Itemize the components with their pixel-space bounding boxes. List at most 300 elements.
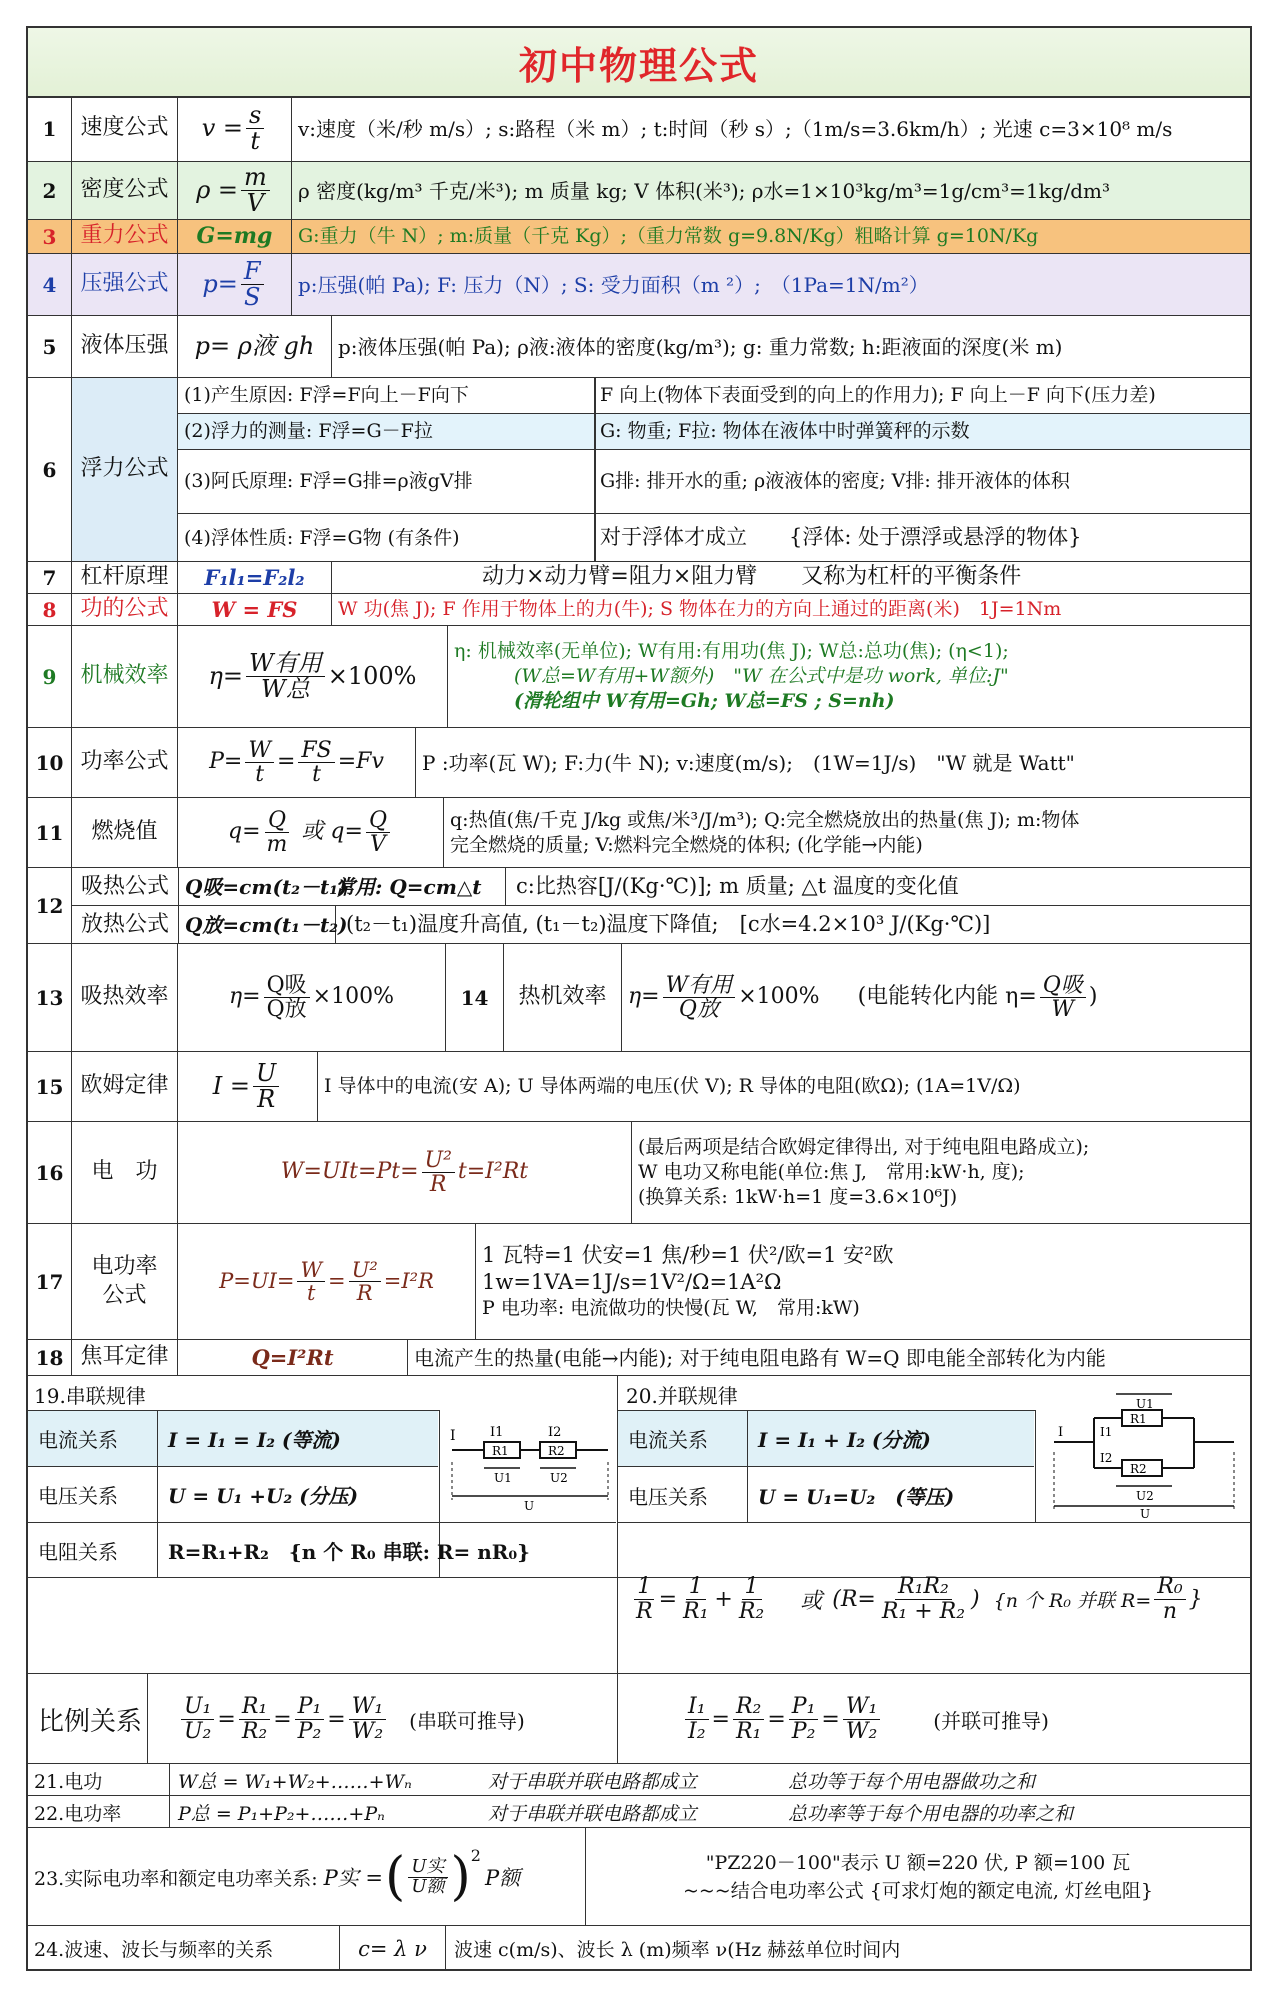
parallel-voltage-row (618, 1467, 1034, 1523)
fraction (246, 100, 264, 155)
row-name: 浮力公式 (72, 378, 178, 561)
fraction (297, 1259, 325, 1304)
row-name: 放热公式 (72, 906, 179, 943)
denominator: t (250, 127, 260, 155)
fraction (663, 974, 736, 1021)
diagram-label: I (1058, 1425, 1064, 1440)
parallel-ratio: $\frac{\text{I₁}}{\text{I₂}}$ = $\frac{\text{R₂}}{\text{R₁}}$ = $\frac{\text{P₁}}{\text{P₂}}$ = $\frac{\text{W₁}}{\text{W₂}}$ (并联可推导) (618, 1674, 1280, 1764)
row-4 (28, 254, 1250, 316)
note: (电能转化内能 η= (857, 984, 1037, 1010)
formula (622, 944, 1250, 1051)
formula: Q放=cm(t₁－t₂) (179, 906, 336, 943)
row-number: 4 (28, 254, 72, 315)
fraction (264, 809, 291, 856)
description: 动力×动力臂=阻力×阻力臂 又称为杠杆的平衡条件 (482, 564, 1022, 590)
denominator: U₂ (184, 1718, 212, 1744)
formula-tail: ×100% (738, 984, 820, 1010)
fraction (633, 1575, 656, 1622)
denominator: R₂ (241, 1718, 268, 1744)
row-number: 9 (28, 626, 72, 727)
formula (178, 254, 292, 315)
description (632, 1122, 1250, 1223)
formula-lhs: P=UI= (219, 1268, 295, 1293)
formula (178, 162, 292, 219)
diagram-label: R2 (548, 1444, 565, 1458)
row-1 (28, 96, 1250, 162)
denominator: P₂ (297, 1718, 322, 1744)
row-24 (28, 1926, 1250, 1971)
diagram-label: U2 (1136, 1489, 1154, 1503)
numerator: W₁ (349, 1695, 386, 1719)
fraction (298, 739, 334, 786)
series-ratio-note: (串联可推导) (409, 1708, 525, 1733)
description: c:比热容[J/(Kg·℃)]; m 质量; △t 温度的变化值 (516, 873, 959, 898)
row-16 (28, 1122, 1250, 1224)
parallel-current-row (618, 1411, 1034, 1467)
formula-tail: P额 (484, 1866, 521, 1890)
series-circuit-diagram (444, 1410, 614, 1520)
diagram-label: I (450, 1428, 456, 1444)
denominator: n (1162, 1598, 1178, 1624)
denominator: U额 (411, 1875, 445, 1897)
description: P :功率(瓦 W); F:力(牛 N); v:速度(m/s); (1W=1J/s) "W 就是 Watt" (422, 750, 1075, 775)
description: 电流产生的热量(电能→内能); 对于纯电阻电路有 W=Q 即电能全部转化为内能 (414, 1345, 1106, 1370)
fraction (1154, 1575, 1185, 1622)
divider (594, 378, 596, 561)
row-name: 液体压强 (72, 316, 178, 377)
series-resistance-row (28, 1522, 616, 1578)
numerator: 1 (634, 1575, 654, 1599)
numerator: 1 (742, 1575, 762, 1599)
row-number: 8 (28, 594, 72, 625)
numerator: R₂ (733, 1695, 764, 1719)
formula-tail: t=I²Rt (457, 1159, 529, 1185)
row-name-line: 电功率 (91, 1253, 158, 1279)
row-3 (28, 220, 1250, 254)
description (444, 798, 1250, 867)
sub-description: 对于浮体才成立 {浮体: 处于漂浮或悬浮的物体} (600, 525, 1082, 550)
row-name: 吸热公式 (72, 868, 179, 906)
row-10 (28, 728, 1250, 798)
denominator: R (636, 1598, 653, 1624)
denominator: S (244, 283, 261, 311)
fraction (733, 1695, 764, 1742)
numerator: m (241, 165, 270, 191)
formula-tail: ×100% (312, 984, 394, 1010)
denominator: R₁ + R₂ (881, 1598, 966, 1624)
formula-lhs: v = (201, 113, 243, 142)
fraction (408, 1855, 447, 1897)
res-close: ) (971, 1586, 980, 1612)
row-number: 5 (28, 316, 72, 377)
formula (178, 728, 416, 797)
diagram-label: R1 (492, 1444, 509, 1458)
description-line: q:热值(焦/千克 J/kg 或焦/米³/J/m³); Q:完全燃烧放出的热量(焦 J); m:物体 (450, 808, 1080, 831)
row-23 (28, 1828, 1250, 1926)
numerator: W有用 (663, 974, 736, 998)
row-name: 密度公式 (72, 162, 178, 219)
row-number: 12 (28, 868, 72, 943)
formula-lhs: p= (202, 269, 238, 298)
formula (178, 626, 448, 727)
row-number: 15 (28, 1052, 72, 1121)
formula-eq: = (276, 749, 296, 775)
voltage-formula: U = U₁ +U₂ (分压) (168, 1484, 359, 1508)
current-label: 电流关系 (28, 1411, 158, 1466)
formula-lhs: W=UIt=Pt= (280, 1159, 419, 1185)
description-line: (换算关系: 1kW·h=1 度=3.6×10⁶J) (638, 1185, 958, 1208)
numerator: R₁ (239, 1695, 270, 1719)
math-op: + (714, 1586, 733, 1612)
description-line: "PZ220－100"表示 U 额=220 伏, P 额=100 瓦 (705, 1851, 1131, 1874)
denominator: Q放 (266, 997, 307, 1022)
sub-description: G排: 排开水的重; ρ液液体的密度; V排: 排开液体的体积 (600, 470, 1070, 493)
note: 对于串联并联电路都成立 (488, 1802, 698, 1825)
numerator: F (241, 259, 264, 285)
denominator: R₂ (738, 1598, 765, 1624)
buoyancy-sub-1 (178, 378, 1250, 414)
numerator: W (245, 739, 274, 763)
denominator: V (370, 832, 386, 857)
denominator: R₁ (735, 1718, 762, 1744)
formula-lhs: I = (212, 1071, 250, 1100)
numerator: Q (366, 809, 390, 833)
row-15 (28, 1052, 1250, 1122)
paren-close: ) (450, 1847, 471, 1907)
denominator: t (307, 1281, 316, 1305)
formula-sheet (26, 26, 1252, 1971)
fraction (685, 1695, 709, 1742)
series-resistance-extend (28, 1578, 618, 1674)
row-2 (28, 162, 1250, 220)
formula-lhs: ρ = (196, 175, 239, 204)
formula: W = FS (178, 594, 332, 625)
row-7 (28, 562, 1250, 594)
row-name: 欧姆定律 (72, 1052, 178, 1121)
numerator: P₁ (295, 1695, 325, 1719)
fraction (879, 1575, 968, 1622)
fraction (253, 1058, 279, 1113)
numerator: U实 (408, 1858, 447, 1878)
denominator: R (257, 1085, 276, 1113)
formula-lhs: P= (209, 749, 243, 775)
row-label: 22.电功率 (28, 1796, 170, 1828)
math-op: = (658, 1586, 678, 1612)
row-13-14 (28, 944, 1250, 1052)
description-line: (W总=W有用+W额外) "W 在公式中是功 work, 单位:J" (514, 665, 1009, 688)
fraction (239, 1695, 270, 1742)
denominator: R (429, 1172, 447, 1197)
description: G:重力（牛 N）; m:质量（千克 Kg）;（重力常数 g=9.8N/Kg）粗略计算 g=10N/Kg (298, 225, 1039, 248)
formula: p= ρ液 gh (178, 316, 332, 377)
numerator: U₁ (181, 1695, 214, 1719)
row-17 (28, 1224, 1250, 1340)
diagram-label: I1 (1100, 1425, 1113, 1439)
paren-open: ( (385, 1847, 406, 1907)
denominator: m (266, 832, 288, 857)
formula: G=mg (178, 220, 292, 253)
exponent: 2 (470, 1846, 481, 1865)
diagram-label: R2 (1130, 1462, 1147, 1476)
parallel-circuit-diagram (1044, 1382, 1244, 1520)
formula: P总 = P₁+P₂+……+Pₙ (178, 1802, 385, 1825)
series-current-row (28, 1411, 438, 1467)
row-name: 速度公式 (72, 96, 178, 161)
numerator: W₁ (843, 1695, 880, 1719)
diagram-label: U1 (1136, 1397, 1154, 1411)
diagram-label: U (524, 1499, 535, 1513)
description (476, 1224, 1250, 1339)
row-5 (28, 316, 1250, 378)
denominator: V (246, 189, 265, 217)
description-line: (最后两项是结合欧姆定律得出, 对于纯电阻电路成立); (638, 1136, 1090, 1159)
series-voltage-row (28, 1467, 438, 1523)
description: I 导体中的电流(安 A); U 导体两端的电压(伏 V); R 导体的电阻(欧Ω); (1A=1V/Ω) (324, 1075, 1021, 1098)
formula-common: 常用: Q=cm△t (335, 868, 506, 906)
denominator: I₂ (688, 1718, 706, 1744)
diagram-label: I2 (548, 1425, 562, 1440)
row-12 (28, 868, 1250, 944)
sub-formula: (2)浮力的测量: F浮=G－F拉 (184, 420, 433, 443)
resistance-formula-section (28, 1574, 1250, 1674)
row-number: 11 (28, 798, 72, 867)
row-name: 焦耳定律 (72, 1340, 178, 1375)
note: 总功等于每个用电器做功之和 (788, 1770, 1036, 1793)
formula (178, 1224, 476, 1339)
description: ρ 密度(kg/m³ 千克/米³); m 质量 kg; V 体积(米³); ρ水=1×10³kg/m³=1g/cm³=1kg/dm³ (298, 178, 1111, 203)
fraction (349, 1259, 381, 1304)
formula-eq: = (328, 1268, 346, 1293)
numerator: W (297, 1259, 325, 1282)
row-number: 13 (28, 944, 72, 1051)
denominator: W总 (261, 675, 310, 703)
parallel-table (618, 1410, 1036, 1522)
formula (178, 96, 292, 161)
formula-tail: =I²R (383, 1268, 434, 1293)
diagram-label: U (1140, 1507, 1151, 1520)
denominator: t (312, 762, 321, 787)
fraction (736, 1575, 767, 1622)
row-name: 燃烧值 (72, 798, 178, 867)
row-number: 2 (28, 162, 72, 219)
description: (t₂－t₁)温度升高值, (t₁－t₂)温度下降值; [c水=4.2×10³ J/(Kg·℃)] (346, 912, 991, 937)
current-formula: I = I₁ = I₂ (等流) (168, 1428, 341, 1452)
series-block (28, 1376, 618, 1578)
fraction (349, 1695, 386, 1742)
diagram-label: U2 (550, 1471, 568, 1485)
fraction (245, 739, 274, 786)
row-name: 压强公式 (72, 254, 178, 315)
voltage-label: 电压关系 (618, 1467, 748, 1523)
ratio-section (28, 1674, 1250, 1764)
fraction (264, 974, 310, 1021)
description-line: W 电功又称电能(单位:焦 J, 常用:kW·h, 度); (638, 1161, 1025, 1184)
row-name: 重力公式 (72, 220, 178, 253)
row-number: 14 (446, 944, 504, 1051)
description-line: (滑轮组中 W有用=Gh; W总=FS ; S=nh) (514, 689, 895, 712)
res-n-close: } (1188, 1586, 1203, 1612)
numerator: U² (422, 1149, 455, 1173)
row-21 (28, 1764, 1250, 1796)
parallel-ratio-note: (并联可推导) (933, 1708, 1049, 1733)
series-ratio: $\frac{\text{U₁}}{\text{U₂}}$ = $\frac{\text{R₁}}{\text{R₂}}$ = $\frac{\text{P₁}}{\text{P₂}}$ = $\frac{\text{W₁}}{\text{W₂}}$ (串联可推导) (148, 1674, 618, 1764)
sub-description: F 向上(物体下表面受到的向上的作用力); F 向上－F 向下(压力差) (600, 384, 1156, 407)
parallel-resistance-formula (618, 1524, 1262, 1674)
page-title: 初中物理公式 (518, 43, 759, 88)
numerator: 1 (686, 1575, 706, 1599)
resistance-formula: R=R₁+R₂ {n 个 R₀ 串联: R= nR₀} (168, 1540, 531, 1564)
fraction (246, 648, 325, 703)
denominator: W₂ (845, 1718, 878, 1744)
voltage-label: 电压关系 (28, 1467, 158, 1522)
row-number: 17 (28, 1224, 72, 1339)
row-number: 7 (28, 562, 72, 593)
row-18 (28, 1340, 1250, 1376)
fraction (843, 1695, 880, 1742)
row-name: 功的公式 (72, 594, 178, 625)
buoyancy-sub-2 (178, 414, 1250, 450)
row-number: 3 (28, 220, 72, 253)
denominator: R (356, 1281, 373, 1305)
numerator: U² (349, 1259, 381, 1282)
fraction (295, 1695, 325, 1742)
sub-description: G: 物重; F拉: 物体在液体中时弹簧秤的示数 (600, 420, 970, 443)
description: v:速度（米/秒 m/s）; s:路程（米 m）; t:时间（秒 s）;（1m/s=3.6km/h）; 光速 c=3×10⁸ m/s (298, 116, 1173, 141)
row-23-right (586, 1828, 1250, 1926)
buoyancy-block (178, 378, 1250, 561)
resistance-label: 电阻关系 (28, 1523, 158, 1578)
fraction (680, 1575, 711, 1622)
numerator: Q吸 (264, 974, 310, 998)
ratio-label: 比例关系 (28, 1674, 148, 1764)
description: 波速 c(m/s)、波长 λ (m)频率 ν(Hz 赫兹单位时间内 (454, 1939, 901, 1961)
row-11 (28, 798, 1250, 868)
denominator: P₂ (791, 1718, 816, 1744)
heat-release (72, 906, 1250, 943)
formula: W总 = W₁+W₂+……+Wₙ (178, 1770, 412, 1793)
formula (178, 944, 446, 1051)
denominator: Q放 (678, 997, 719, 1022)
row-number: 18 (28, 1340, 72, 1375)
formula-lhs: η= (208, 661, 244, 690)
denominator: W (1051, 997, 1075, 1022)
row-9 (28, 626, 1250, 728)
row-number: 6 (28, 378, 72, 561)
formula-lhs: q= (228, 819, 261, 845)
buoyancy-sub-4 (178, 514, 1250, 561)
row-23-left (28, 1828, 586, 1926)
description: p:液体压强(帕 Pa); ρ液:液体的密度(kg/m³); g: 重力常数; h:距液面的深度(米 m) (338, 334, 1063, 359)
fraction (181, 1695, 214, 1742)
row-name: 功率公式 (72, 728, 178, 797)
row-label: 23.实际电功率和额定电功率关系: (34, 1867, 318, 1890)
fraction (366, 809, 390, 856)
note-tail: ) (1088, 984, 1098, 1010)
current-formula: I = I₁ + I₂ (分流) (758, 1428, 931, 1452)
denominator: W₂ (351, 1718, 384, 1744)
formula-tail: =Fv (337, 749, 384, 775)
fraction (241, 256, 264, 311)
description-line: P 电功率: 电流做功的快慢(瓦 W, 常用:kW) (482, 1297, 860, 1320)
fraction (789, 1695, 819, 1742)
row-name: 机械效率 (72, 626, 178, 727)
res-n-note: {n 个 R₀ 并联 R= (993, 1589, 1152, 1612)
diagram-label: I2 (1100, 1451, 1113, 1465)
fraction (1040, 974, 1086, 1021)
res-open: (R= (832, 1586, 876, 1612)
title-bar (28, 28, 1250, 98)
row-name-line: 公式 (102, 1282, 147, 1308)
formula (178, 1052, 318, 1121)
formula (178, 1122, 632, 1223)
sub-formula: (3)阿氏原理: F浮=G排=ρ液gV排 (184, 470, 473, 493)
row-label: 24.波速、波长与频率的关系 (28, 1926, 340, 1971)
denominator: R₁ (683, 1598, 709, 1624)
formula: Q=I²Rt (178, 1340, 408, 1375)
numerator: FS (298, 739, 334, 763)
row-6 (28, 378, 1250, 562)
row-label: 21.电功 (28, 1764, 170, 1796)
formula-lhs: P实 = (323, 1866, 384, 1890)
diagram-label: I1 (490, 1425, 504, 1440)
numerator: Q (265, 809, 289, 833)
diagram-label: R1 (1130, 1412, 1147, 1426)
formula: Q吸=cm(t₂－t₁) (185, 874, 348, 899)
note: 对于串联并联电路都成立 (488, 1770, 698, 1793)
heat-block (72, 868, 1250, 943)
numerator: R₀ (1154, 1575, 1185, 1599)
fraction (241, 162, 270, 217)
description: W 功(焦 J); F 作用于物体上的力(牛); S 物体在力的方向上通过的距离(米) 1J=1Nm (338, 598, 1062, 621)
numerator: W有用 (246, 651, 325, 677)
fraction (422, 1149, 455, 1196)
voltage-formula: U = U₁=U₂ (等压) (758, 1484, 955, 1509)
formula-lhs: η= (628, 984, 660, 1010)
description-line: 完全燃烧的质量; V:燃料完全燃烧的体积; (化学能→内能) (450, 833, 923, 856)
description-line: η: 机械效率(无单位); W有用:有用功(焦 J); W总:总功(焦); (η<1); (454, 640, 1009, 663)
formula-lhs: η= (228, 984, 261, 1010)
formula-tail: ×100% (327, 661, 417, 690)
formula: c= λ ν (340, 1926, 446, 1971)
buoyancy-sub-3 (178, 450, 1250, 514)
row-8 (28, 594, 1250, 626)
formula-or: 或 q= (301, 819, 363, 845)
diagram-label: U1 (494, 1471, 512, 1485)
numerator: P₁ (789, 1695, 819, 1719)
row-name: 吸热效率 (72, 944, 178, 1051)
parallel-title: 20.并联规律 (626, 1384, 738, 1408)
heat-absorb (72, 868, 1250, 906)
or-text: 或 (800, 1588, 823, 1614)
description (448, 626, 1250, 727)
row-number: 10 (28, 728, 72, 797)
row-number: 16 (28, 1122, 72, 1223)
row-name: 杠杆原理 (72, 562, 178, 593)
sub-formula: (4)浮体性质: F浮=G物 (有条件) (184, 526, 460, 549)
row-name: 电 功 (72, 1122, 178, 1223)
numerator: Q吸 (1040, 974, 1086, 998)
description-line: ~~~结合电功率公式 {可求灯炮的额定电流, 灯丝电阻} (682, 1880, 1154, 1902)
description-line: 1 瓦特=1 伏安=1 焦/秒=1 伏²/欧=1 安²欧 (482, 1242, 894, 1267)
numerator: s (246, 103, 264, 129)
series-title: 19.串联规律 (34, 1384, 146, 1408)
row-name: 热机效率 (504, 944, 622, 1051)
numerator: R₁R₂ (895, 1575, 952, 1599)
current-label: 电流关系 (618, 1411, 748, 1466)
numerator: I₁ (685, 1695, 709, 1719)
description-line: 1w=1VA=1J/s=1V²/Ω=1A²Ω (482, 1270, 782, 1295)
note: 总功率等于每个用电器的功率之和 (788, 1802, 1074, 1825)
